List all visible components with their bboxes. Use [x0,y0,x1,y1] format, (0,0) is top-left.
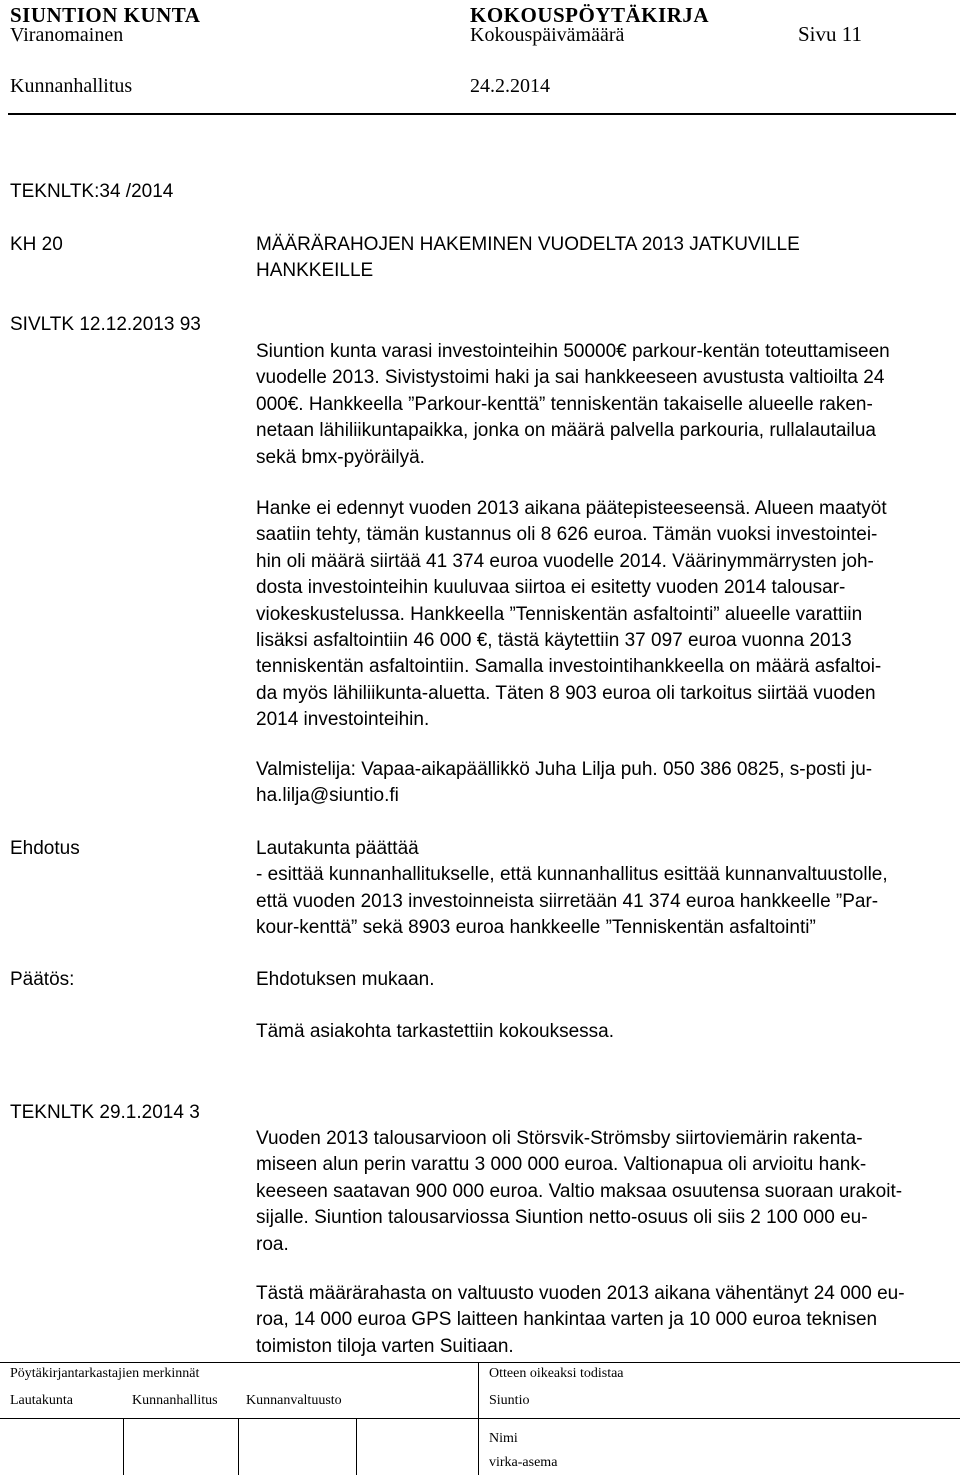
authority-name: Kunnanhallitus [10,75,133,97]
teknltk-reference: TEKNLTK 29.1.2014 3 [10,1102,200,1123]
case-reference: TEKNLTK:34 /2014 [10,181,174,202]
teknltk-paragraph-1 [256,1126,956,1258]
meeting-date: 24.2.2014 [470,75,550,97]
footer-col-divider-2 [238,1418,239,1475]
decision-label: Päätös: [10,969,75,990]
text-line: Siuntion kunta varasi investointeihin 50000€ parkour-kentän toteuttamiseen [256,341,890,362]
certification-title: Otteen oikeaksi todistaa [489,1366,624,1381]
kh-reference: KH 20 [10,234,63,255]
paragraph-status [256,496,956,734]
preparer-info [256,757,956,810]
text-line: sijalle. Siuntion talousarviossa Siuntion netto-osuus oli siis 2 100 000 eu- [256,1207,868,1229]
text-line: sekä bmx-pyöräilyä. [256,446,425,468]
text-line: - esittää kunnanhallitukselle, että kunnanhallitus esittää kunnanvaltuustolle, [256,864,888,886]
decision-text: Ehdotuksen mukaan. [256,969,435,990]
decision-note: Tämä asiakohta tarkastettiin kokouksessa. [256,1021,615,1042]
text-line: roa, 14 000 euroa GPS laitteen hankintaa varten ja 10 000 euroa teknisen [256,1309,878,1331]
text-line: viokeskustelussa. Hankkeella ”Tenniskentän asfaltointi” alueelle varattiin [256,603,863,625]
name-label: Nimi [489,1431,518,1446]
col-kunnanhallitus: Kunnanhallitus [132,1393,218,1408]
proposal-label: Ehdotus [10,838,80,859]
proposal-heading: Lautakunta päättää [256,838,419,859]
text-line: da myös lähiliikunta-aluetta. Täten 8 903 euroa oli tarkoitus siirtää vuoden [256,682,876,704]
col-siuntio: Siuntio [489,1393,530,1408]
text-line: lisäksi asfaltointiin 46 000 €, tästä käytettiin 37 097 euroa vuonna 2013 [256,630,852,652]
footer-mid-rule [0,1418,960,1419]
sivltk-reference: SIVLTK 12.12.2013 93 [10,314,201,335]
text-line: saatiin tehty, tämän kustannus oli 8 626 euroa. Tämän vuoksi investointei- [256,524,878,546]
text-line: 2014 investointeihin. [256,709,430,731]
authority-label: Viranomainen [10,24,124,46]
text-line: Vuoden 2013 talousarvioon oli Störsvik-Strömsby siirtoviemärin rakenta- [256,1128,863,1149]
proposal-text [256,836,956,942]
text-line: hin oli määrä siirtää 41 374 euroa vuodelle 2014. Väärinymmärrysten joh- [256,550,874,572]
text-line: Tästä määrärahasta on valtuusto vuoden 2013 aikana vähentänyt 24 000 eu- [256,1283,905,1304]
footer-col-divider-3 [356,1418,357,1475]
footer-box [0,1362,960,1475]
meeting-date-label: Kokouspäivämäärä [470,24,625,46]
footer-col-divider-1 [123,1418,124,1475]
case-title [256,232,956,285]
title-label: virka-asema [489,1455,558,1470]
text-line: kour-kenttä” sekä 8903 euroa hankkeelle ”Tenniskentän asfaltointi” [256,917,816,939]
case-title-line: HANKKEILLE [256,260,374,282]
text-line: Hanke ei edennyt vuoden 2013 aikana päätepisteeseensä. Alueen maatyöt [256,498,887,519]
teknltk-paragraph-2 [256,1281,956,1360]
reviewers-title: Pöytäkirjantarkastajien merkinnät [10,1366,200,1381]
text-line: dosta investointeihin kuuluvaa siirtoa ei esitetty vuoden 2014 talousar- [256,577,846,599]
col-kunnanvaltuusto: Kunnanvaltuusto [246,1393,342,1408]
text-line: Valmistelija: Vapaa-aikapäällikkö Juha Lilja puh. 050 386 0825, s-posti ju- [256,759,873,780]
header-rule [8,113,956,115]
text-line: keeseen saatavan 900 000 euroa. Valtio maksaa osuutensa suoraan urakoit- [256,1180,903,1202]
col-lautakunta: Lautakunta [10,1393,73,1408]
footer-top-rule [0,1362,960,1363]
text-line: 000€. Hankkeella ”Parkour-kenttä” tenniskentän takaiselle alueelle raken- [256,393,873,415]
page-number: Sivu 11 [798,22,862,46]
document-type: KOKOUSPÖYTÄKIRJA [470,3,710,27]
text-line: toimiston tiloja varten Suitiaan. [256,1335,514,1357]
text-line: netaan lähiliikuntapaikka, jonka on määrä palvella parkouria, rullalautailua [256,420,876,442]
municipality-title: SIUNTION KUNTA [10,3,201,27]
text-line: tenniskentän asfaltointiin. Samalla investointihankkeella on määrä asfaltoi- [256,656,882,678]
paragraph-background [256,339,956,471]
text-line: ha.lilja@siuntio.fi [256,785,399,807]
text-line: vuodelle 2013. Sivistystoimi haki ja sai hankkeeseen avustusta valtioilta 24 [256,367,885,389]
text-line: miseen alun perin varattu 3 000 000 euroa. Valtionapua oli arvioitu hank- [256,1154,867,1176]
text-line: että vuoden 2013 investoinneista siirretään 41 374 euroa hankkeelle ”Par- [256,890,879,912]
footer-divider [478,1362,479,1475]
case-title-line: MÄÄRÄRAHOJEN HAKEMINEN VUODELTA 2013 JATKUVILLE [256,234,800,255]
text-line: roa. [256,1233,289,1255]
